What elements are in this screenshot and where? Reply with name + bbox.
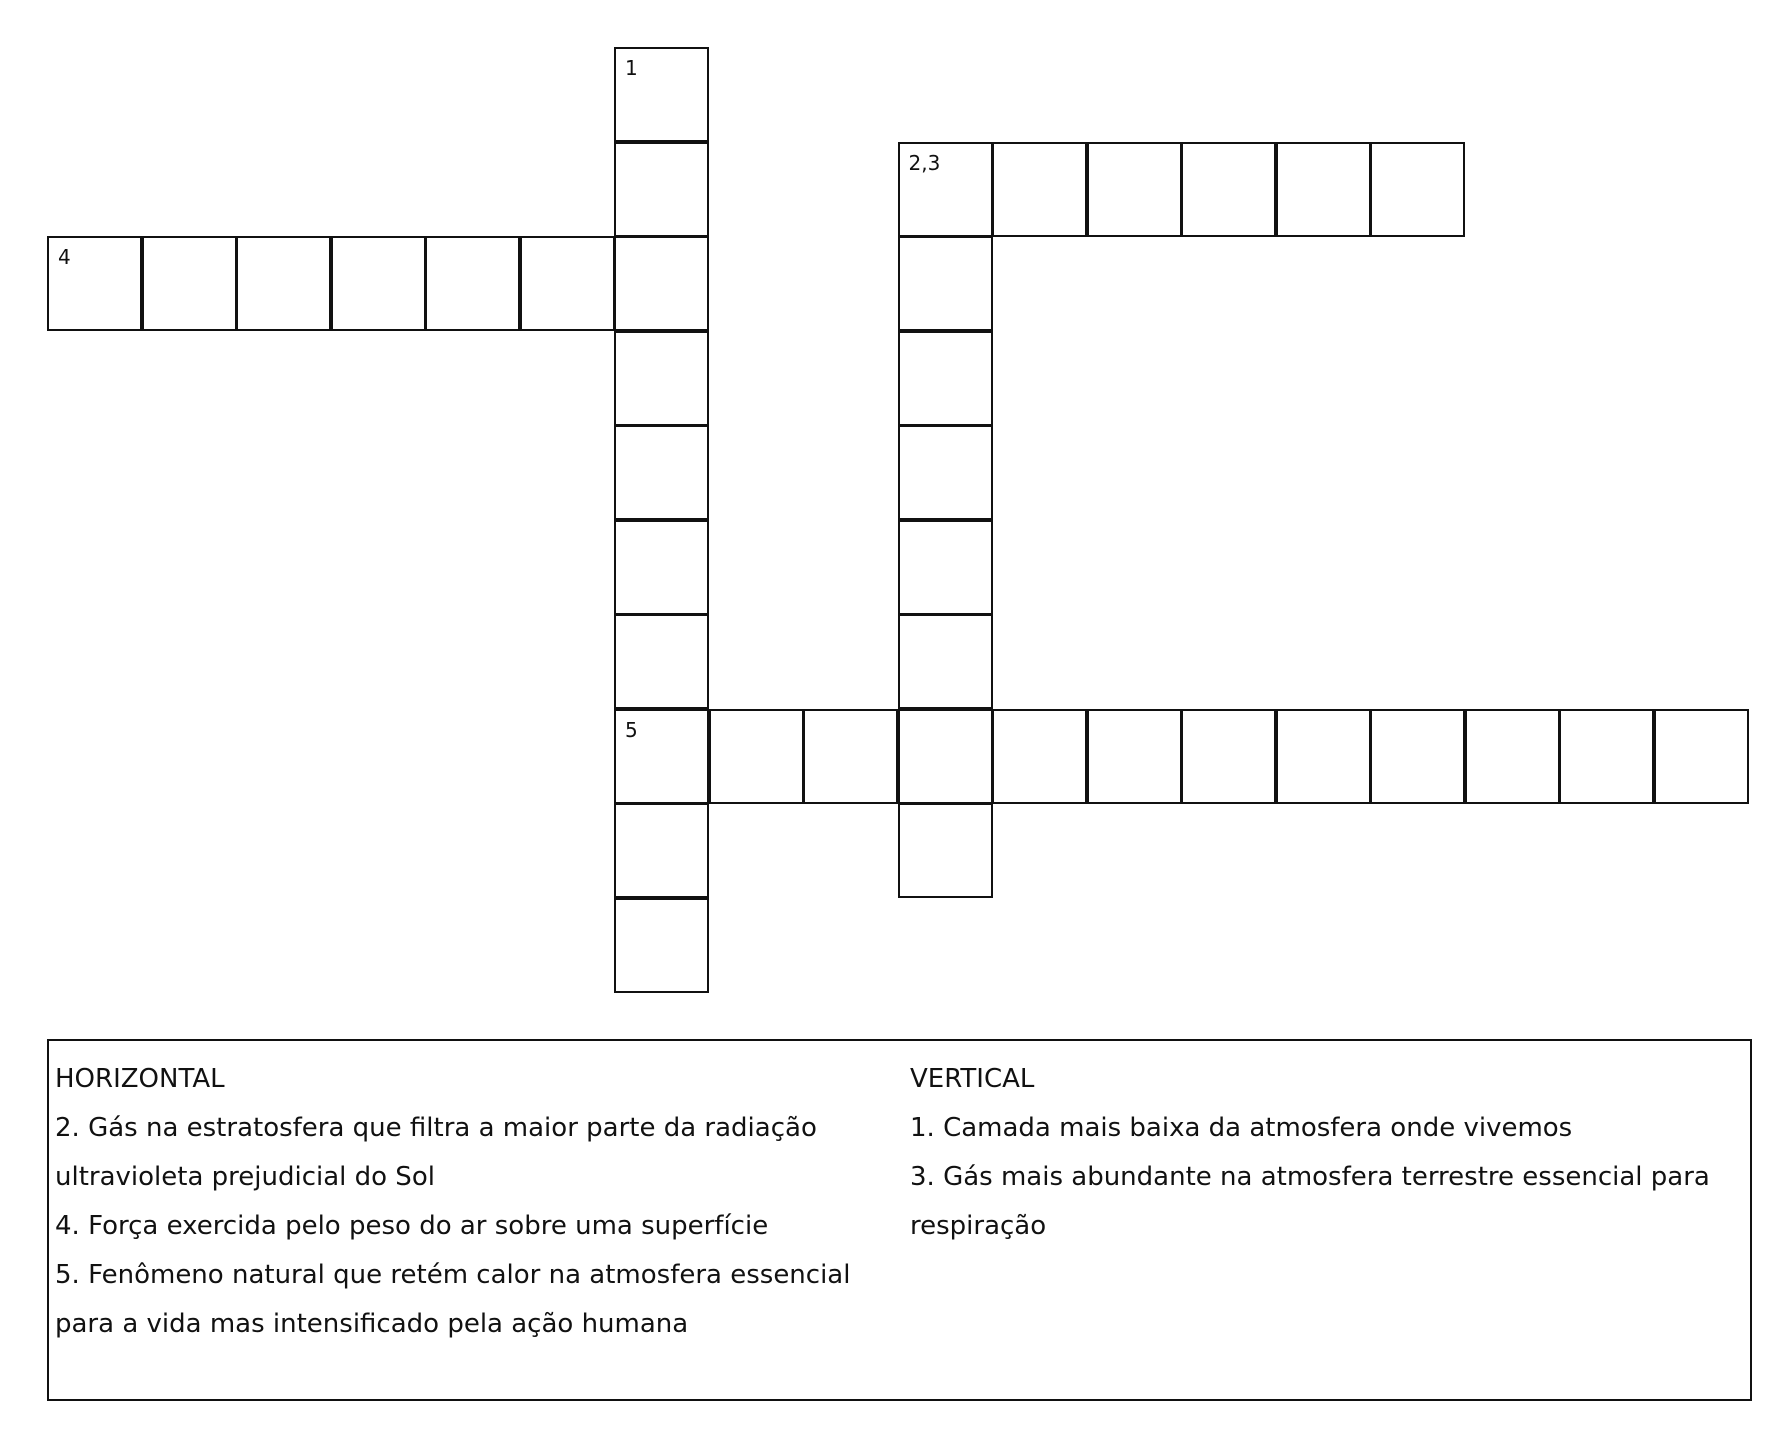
- crossword-cell[interactable]: [898, 520, 993, 615]
- crossword-cell[interactable]: [614, 47, 709, 142]
- crossword-cell[interactable]: [47, 236, 142, 331]
- crossword-cell[interactable]: [1559, 709, 1654, 804]
- horizontal-heading: HORIZONTAL: [55, 1064, 225, 1094]
- clue-number: 1: [625, 56, 638, 80]
- crossword-cell[interactable]: [1087, 142, 1182, 237]
- crossword-cell[interactable]: [1276, 709, 1371, 804]
- vertical-heading: VERTICAL: [910, 1064, 1035, 1094]
- crossword-cell[interactable]: [1276, 142, 1371, 237]
- crossword-cell[interactable]: [898, 142, 993, 237]
- crossword-cell[interactable]: [1370, 142, 1465, 237]
- crossword-cell[interactable]: [992, 142, 1087, 237]
- crossword-cell[interactable]: [1087, 709, 1182, 804]
- crossword-cell[interactable]: [898, 236, 993, 331]
- crossword-cell[interactable]: [614, 331, 709, 426]
- crossword-cell[interactable]: [614, 614, 709, 709]
- vertical-clues: [910, 1055, 1740, 1251]
- crossword-cell[interactable]: [614, 898, 709, 993]
- crossword-cell[interactable]: [425, 236, 520, 331]
- crossword-cell[interactable]: [1654, 709, 1749, 804]
- clue-5-horizontal: 5. Fenômeno natural que retém calor na atmosfera essencial para a vida mas intensificado pela ação humana: [55, 1260, 851, 1339]
- clue-number: 4: [58, 245, 71, 269]
- crossword-cell[interactable]: [898, 331, 993, 426]
- clue-4-horizontal: 4. Força exercida pelo peso do ar sobre uma superfície: [55, 1211, 769, 1241]
- crossword-cell[interactable]: [1181, 709, 1276, 804]
- crossword-cell[interactable]: [709, 709, 804, 804]
- crossword-cell[interactable]: [898, 614, 993, 709]
- crossword-cell[interactable]: [1370, 709, 1465, 804]
- crossword-cell[interactable]: [614, 425, 709, 520]
- clue-2-horizontal: 2. Gás na estratosfera que filtra a maior parte da radiação ultravioleta prejudicial do Sol: [55, 1113, 817, 1192]
- clue-number: 2,3: [908, 150, 941, 175]
- crossword-cell[interactable]: [1465, 709, 1560, 804]
- horizontal-clues: [55, 1055, 900, 1349]
- crossword-cell[interactable]: [1181, 142, 1276, 237]
- clue-3-vertical: 3. Gás mais abundante na atmosfera terrestre essencial para respiração: [910, 1162, 1710, 1241]
- crossword-cell[interactable]: [992, 709, 1087, 804]
- crossword-cell[interactable]: [803, 709, 898, 804]
- crossword-cell[interactable]: [898, 709, 993, 804]
- crossword-cell[interactable]: [614, 236, 709, 331]
- crossword-cell[interactable]: [614, 142, 709, 237]
- clues-box: [47, 1039, 1752, 1401]
- crossword-cell[interactable]: [898, 425, 993, 520]
- clue-number: 5: [625, 717, 638, 742]
- crossword-cell[interactable]: [142, 236, 237, 331]
- crossword-cell[interactable]: [898, 803, 993, 898]
- crossword-cell[interactable]: [614, 709, 709, 804]
- crossword-cell[interactable]: [520, 236, 615, 331]
- crossword-cell[interactable]: [614, 803, 709, 898]
- crossword-cell[interactable]: [331, 236, 426, 331]
- crossword-cell[interactable]: [614, 520, 709, 615]
- clue-1-vertical: 1. Camada mais baixa da atmosfera onde vivemos: [910, 1113, 1573, 1143]
- crossword-cell[interactable]: [236, 236, 331, 331]
